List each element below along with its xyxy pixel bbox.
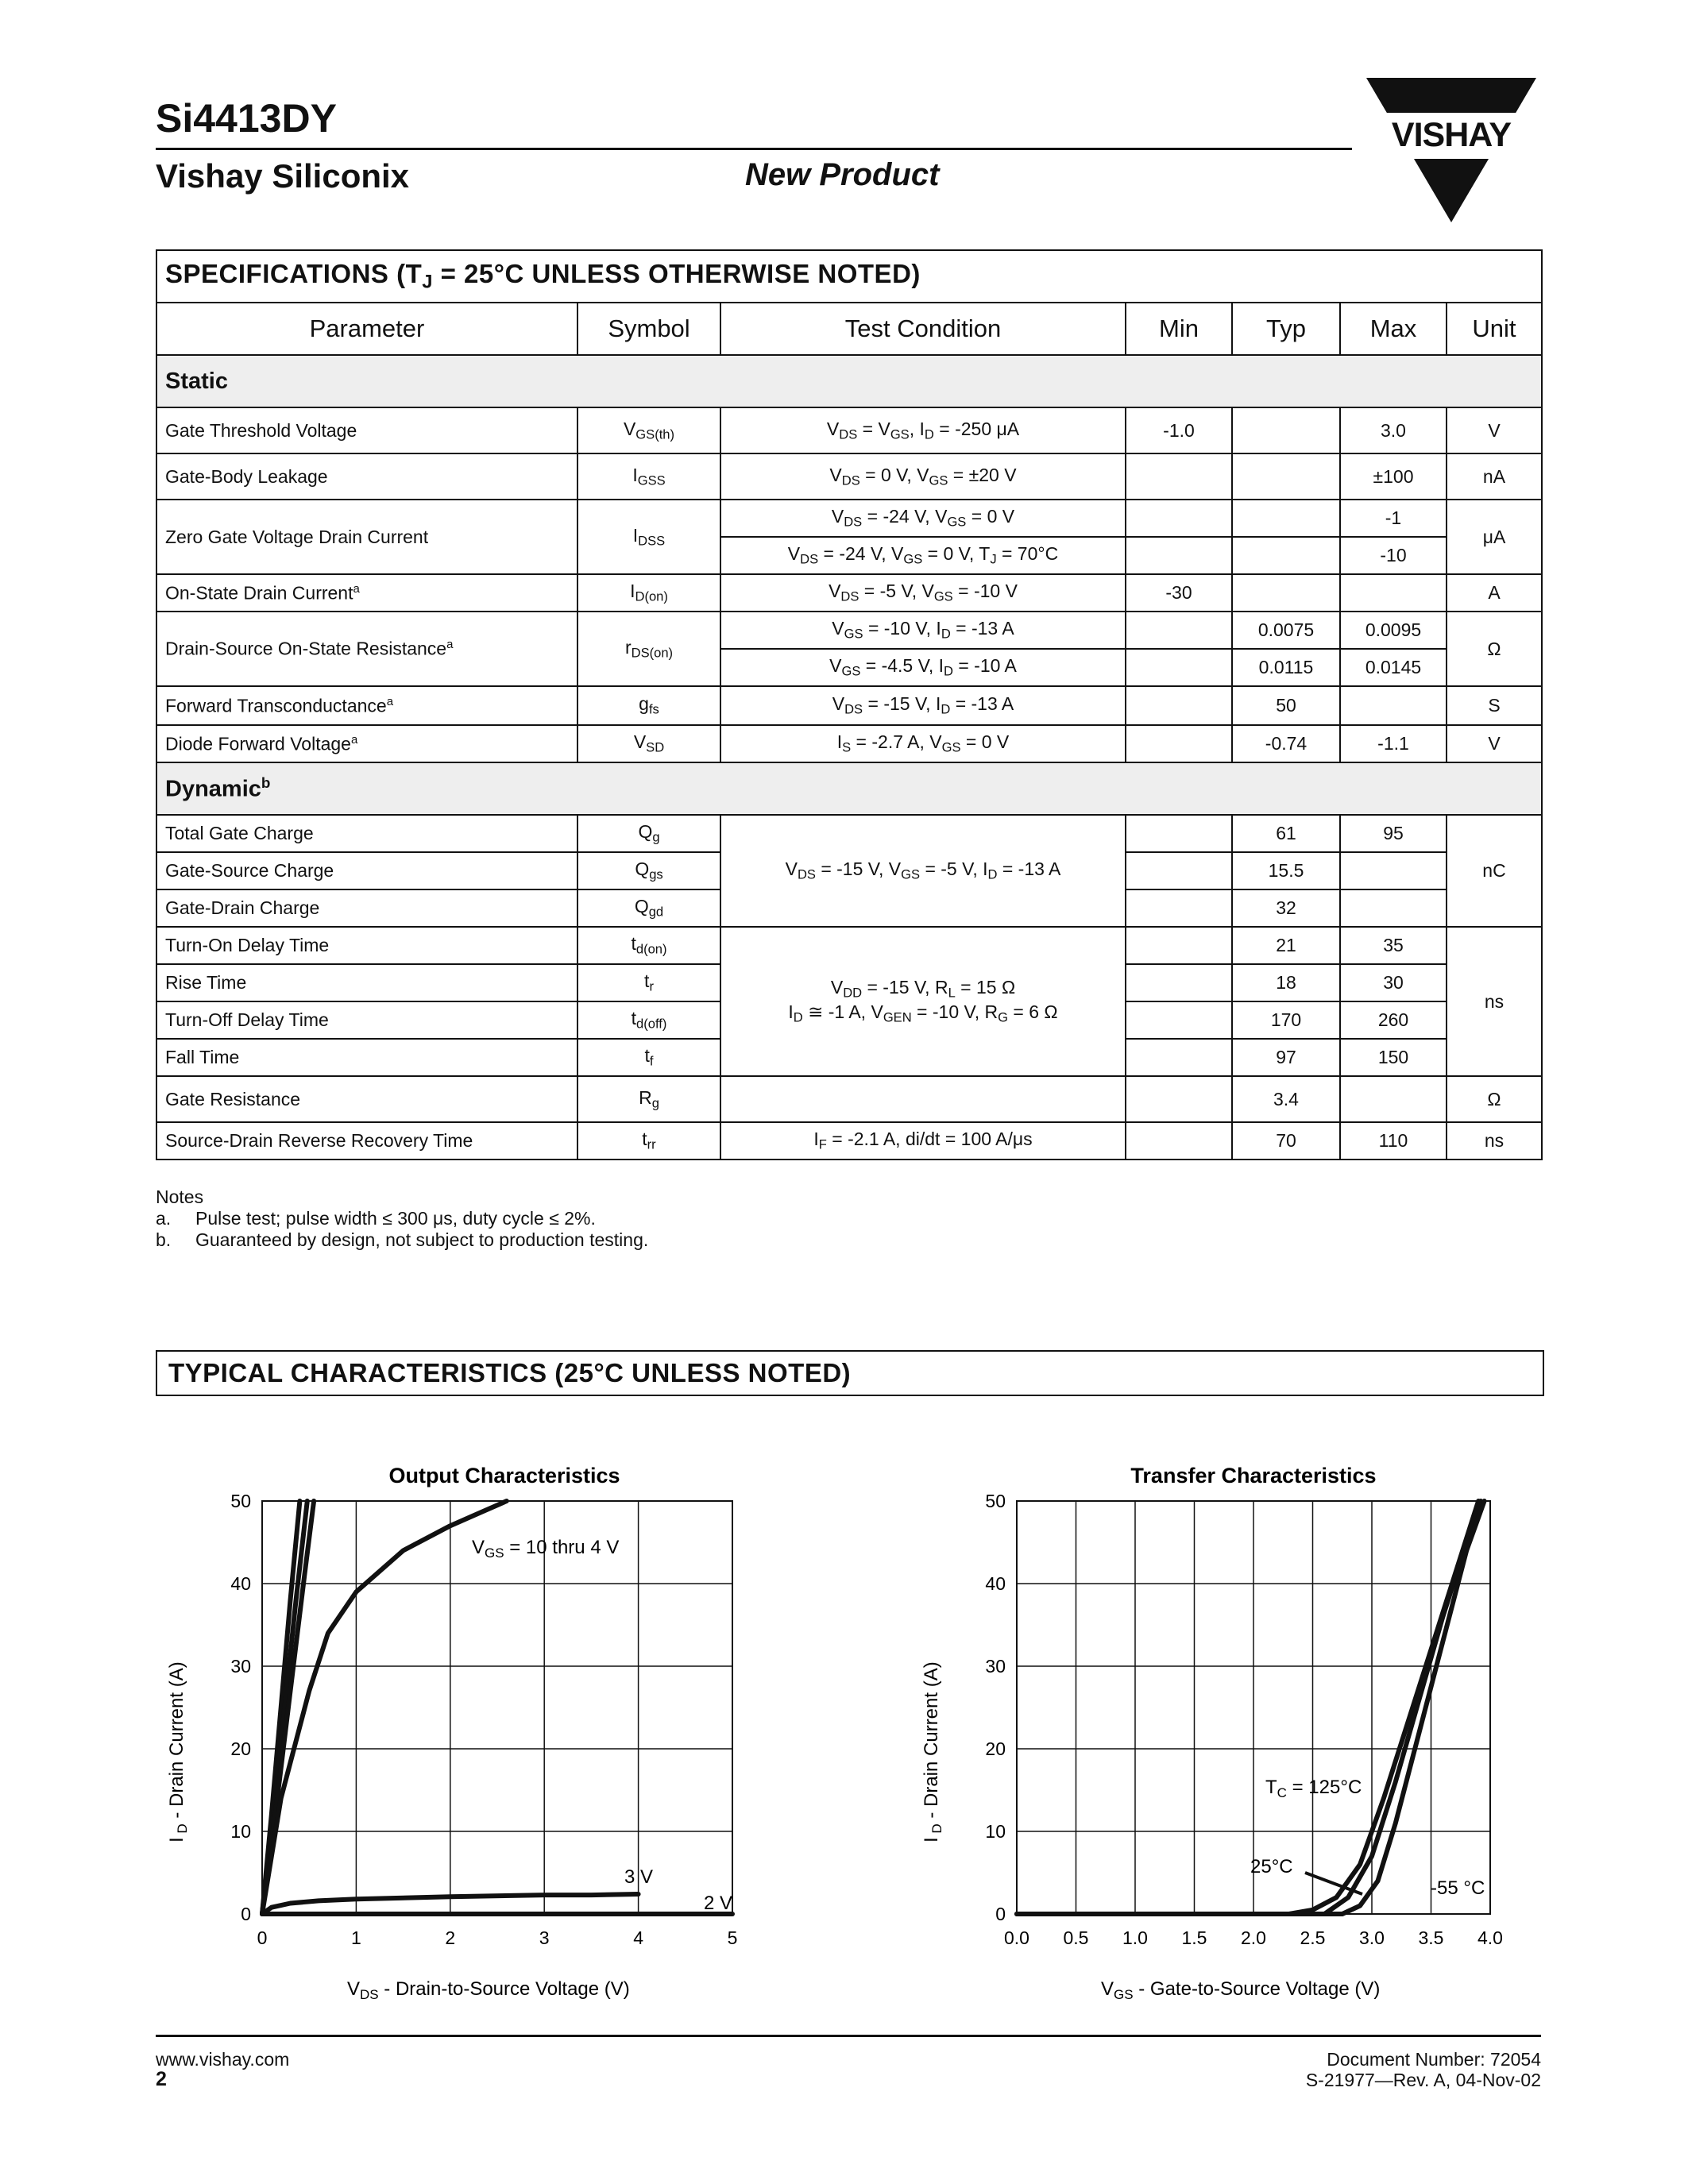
symbol: $Q_{gd}$: [577, 889, 720, 927]
x-tick-label: 3.5: [1418, 1927, 1444, 1948]
series-line: [1017, 1501, 1478, 1914]
param: Zero Gate Voltage Drain Current: [156, 500, 577, 574]
table-row: [156, 574, 1542, 612]
annotation-m55c: -55 °C: [1431, 1877, 1485, 1899]
unit: A: [1447, 574, 1542, 612]
min: [1126, 612, 1232, 649]
condition: $V_{DS} = 0$ V, $V_{GS} = \pm 20$ V: [720, 453, 1126, 500]
param: Drain-Source On-State Resistance$^a$: [156, 612, 577, 686]
condition: $V_{DS} = -5$ V, $V_{GS} = -10$ V: [720, 574, 1126, 612]
typ: [1232, 500, 1340, 537]
param: Fall Time: [156, 1039, 577, 1076]
param: Gate-Drain Charge: [156, 889, 577, 927]
param: Source-Drain Reverse Recovery Time: [156, 1122, 577, 1160]
max: 3.0: [1340, 407, 1447, 453]
symbol: $t_{d(on)}$: [577, 927, 720, 964]
unit: V: [1447, 407, 1542, 453]
table-row: [156, 612, 1542, 649]
symbol: $Q_{gs}$: [577, 852, 720, 889]
max: -10: [1340, 537, 1447, 574]
annotation-2v: 2 V: [704, 1893, 733, 1914]
plot-frame: [262, 1501, 732, 1914]
y-tick-label: 20: [230, 1738, 251, 1759]
typ: 70: [1232, 1122, 1340, 1160]
symbol: $r_{DS(on)}$: [577, 612, 720, 686]
x-tick-label: 0: [257, 1927, 268, 1948]
max: 260: [1340, 1001, 1447, 1039]
typ: 61: [1232, 815, 1340, 852]
note-b: b. Guaranteed by design, not subject to production testing.: [156, 1229, 649, 1250]
min: [1126, 815, 1232, 852]
section-static: Static: [156, 355, 1542, 407]
col-parameter: Parameter: [156, 303, 577, 355]
min: [1126, 1076, 1232, 1122]
max: -1: [1340, 500, 1447, 537]
symbol: $Q_g$: [577, 815, 720, 852]
symbol: $I_{GSS}$: [577, 453, 720, 500]
x-tick-label: 1.0: [1122, 1927, 1148, 1948]
y-tick-label: 30: [985, 1656, 1006, 1677]
typ: 15.5: [1232, 852, 1340, 889]
chart-title: Output Characteristics: [388, 1464, 620, 1488]
table-row: [156, 407, 1542, 453]
max: -1.1: [1340, 725, 1447, 762]
min: [1126, 537, 1232, 574]
typ: 170: [1232, 1001, 1340, 1039]
min: [1126, 649, 1232, 686]
x-tick-label: 2.0: [1241, 1927, 1266, 1948]
min: [1126, 686, 1232, 725]
y-tick-label: 40: [230, 1573, 251, 1594]
revision: S-21977—Rev. A, 04-Nov-02: [1305, 2070, 1541, 2090]
condition: $V_{GS} = -10$ V, $I_D = -13$ A: [720, 612, 1126, 649]
logo-text: VISHAY: [1391, 116, 1512, 154]
symbol: $t_{d(off)}$: [577, 1001, 720, 1039]
symbol: $t_r$: [577, 964, 720, 1001]
footer-url[interactable]: www.vishay.com: [156, 2049, 290, 2070]
typ: 21: [1232, 927, 1340, 964]
max: [1340, 574, 1447, 612]
symbol: $t_{rr}$: [577, 1122, 720, 1160]
symbol: $I_{DSS}$: [577, 500, 720, 574]
min: [1126, 1001, 1232, 1039]
y-tick-label: 20: [985, 1738, 1006, 1759]
table-row: [156, 1076, 1542, 1122]
typ: 3.4: [1232, 1076, 1340, 1122]
min: [1126, 500, 1232, 537]
unit: ns: [1447, 1122, 1542, 1160]
col-unit: Unit: [1447, 303, 1542, 355]
x-tick-label: 1.5: [1181, 1927, 1207, 1948]
header-rule: [156, 148, 1352, 150]
x-tick-label: 3.0: [1359, 1927, 1385, 1948]
symbol: $I_{D(on)}$: [577, 574, 720, 612]
param: Gate Threshold Voltage: [156, 407, 577, 453]
typ: -0.74: [1232, 725, 1340, 762]
max: [1340, 889, 1447, 927]
table-row: [156, 927, 1542, 964]
x-tick-label: 3: [539, 1927, 550, 1948]
unit: nC: [1447, 815, 1542, 927]
max: 110: [1340, 1122, 1447, 1160]
x-tick-label: 0.0: [1004, 1927, 1029, 1948]
min: [1126, 964, 1232, 1001]
col-min: Min: [1126, 303, 1232, 355]
max: ±100: [1340, 453, 1447, 500]
param: On-State Drain Current$^a$: [156, 574, 577, 612]
y-tick-label: 10: [985, 1821, 1006, 1842]
condition: [720, 1076, 1126, 1122]
unit: μA: [1447, 500, 1542, 574]
min: [1126, 1039, 1232, 1076]
x-tick-label: 4: [633, 1927, 643, 1948]
condition: $V_{DS} = -15$ V, $V_{GS} = -5$ V, $I_D = -13$ A: [720, 815, 1126, 927]
condition: $I_F = -2.1$ A, di/dt = 100 A/μs: [720, 1122, 1126, 1160]
max: [1340, 1076, 1447, 1122]
param: Gate-Body Leakage: [156, 453, 577, 500]
condition: $V_{DS} = V_{GS}$, $I_D = -250$ μA: [720, 407, 1126, 453]
param: Total Gate Charge: [156, 815, 577, 852]
spec-title: SPECIFICATIONS ($T_J = 25^\circ C$ UNLESS OTHERWISE NOTED): [156, 250, 1542, 303]
col-test-condition: Test Condition: [720, 303, 1126, 355]
condition: $V_{GS} = -4.5$ V, $I_D = -10$ A: [720, 649, 1126, 686]
y-tick-label: 40: [985, 1573, 1006, 1594]
min: [1126, 852, 1232, 889]
table-row: [156, 815, 1542, 852]
x-tick-label: 5: [727, 1927, 738, 1948]
y-tick-label: 0: [995, 1904, 1006, 1924]
min: [1126, 725, 1232, 762]
condition: $V_{DD} = -15$ V, $R_L = 15$ Ω $I_D$ ≅ -1 A, $V_{GEN} = -10$ V, $R_G = 6$ Ω: [720, 927, 1126, 1076]
page-number: 2: [156, 2068, 167, 2090]
max: 150: [1340, 1039, 1447, 1076]
annotation-3v: 3 V: [624, 1866, 654, 1888]
typ: 0.0075: [1232, 612, 1340, 649]
y-tick-label: 10: [230, 1821, 251, 1842]
max: 30: [1340, 964, 1447, 1001]
x-tick-label: 0.5: [1063, 1927, 1089, 1948]
unit: Ω: [1447, 612, 1542, 686]
footer-rule: [156, 2035, 1541, 2037]
typ: 50: [1232, 686, 1340, 725]
x-tick-label: 1: [351, 1927, 361, 1948]
annotation-125c: $T_C = 125^\circ C$: [1265, 1777, 1362, 1800]
annotation-vgs: $V_{GS} = 10$ thru 4 V: [472, 1537, 620, 1561]
x-tick-label: 2.5: [1300, 1927, 1326, 1948]
typ: [1232, 574, 1340, 612]
symbol: $V_{GS(th)}$: [577, 407, 720, 453]
section-dynamic: Dynamic$^b$: [156, 762, 1542, 815]
min: -1.0: [1126, 407, 1232, 453]
table-row: [156, 686, 1542, 725]
unit: nA: [1447, 453, 1542, 500]
max: 0.0145: [1340, 649, 1447, 686]
x-tick-label: 2: [445, 1927, 456, 1948]
output-characteristics-chart: [159, 1453, 794, 2017]
param: Gate Resistance: [156, 1076, 577, 1122]
specifications-table: [156, 249, 1543, 1160]
table-row: [156, 453, 1542, 500]
col-symbol: Symbol: [577, 303, 720, 355]
typ: [1232, 453, 1340, 500]
table-row: [156, 1122, 1542, 1160]
min: [1126, 453, 1232, 500]
symbol: $V_{SD}$: [577, 725, 720, 762]
typ: 18: [1232, 964, 1340, 1001]
table-row: [156, 725, 1542, 762]
unit: ns: [1447, 927, 1542, 1076]
y-axis-label: I $_D$ - Drain Current (A): [921, 1661, 944, 1843]
condition: $V_{DS} = -15$ V, $I_D = -13$ A: [720, 686, 1126, 725]
min: [1126, 927, 1232, 964]
typ: 0.0115: [1232, 649, 1340, 686]
symbol: $g_{fs}$: [577, 686, 720, 725]
param: Forward Transconductance$^a$: [156, 686, 577, 725]
symbol: $t_f$: [577, 1039, 720, 1076]
param: Turn-On Delay Time: [156, 927, 577, 964]
typ: [1232, 407, 1340, 453]
condition: $V_{DS} = -24$ V, $V_{GS} = 0$ V, $T_J = 70^\circ C$: [720, 537, 1126, 574]
max: 0.0095: [1340, 612, 1447, 649]
notes: [156, 1187, 648, 1251]
table-row: [156, 500, 1542, 537]
y-tick-label: 30: [230, 1656, 251, 1677]
note-a: a. Pulse test; pulse width ≤ 300 μs, duty cycle ≤ 2%.: [156, 1208, 596, 1229]
part-number: Si4413DY: [156, 96, 337, 141]
transfer-characteristics-chart: [914, 1453, 1565, 2017]
col-typ: Typ: [1232, 303, 1340, 355]
min: [1126, 1122, 1232, 1160]
y-tick-label: 50: [985, 1491, 1006, 1511]
x-tick-label: 4.0: [1477, 1927, 1503, 1948]
y-axis-label: I $_D$ - Drain Current (A): [166, 1661, 190, 1843]
typical-characteristics-header: [156, 1350, 1544, 1396]
param: Gate-Source Charge: [156, 852, 577, 889]
condition: $I_S = -2.7$ A, $V_{GS} = 0$ V: [720, 725, 1126, 762]
company-name: Vishay Siliconix: [156, 157, 410, 195]
y-tick-label: 0: [241, 1904, 251, 1924]
col-max: Max: [1340, 303, 1447, 355]
chart-title: Transfer Characteristics: [1130, 1464, 1377, 1488]
new-product-label: New Product: [745, 157, 940, 192]
typical-characteristics-title: TYPICAL CHARACTERISTICS (25°C UNLESS NOTED): [168, 1358, 852, 1387]
unit: S: [1447, 686, 1542, 725]
max: 35: [1340, 927, 1447, 964]
x-axis-label: $V_{DS}$ - Drain-to-Source Voltage (V): [347, 1978, 630, 2002]
min: [1126, 889, 1232, 927]
min: -30: [1126, 574, 1232, 612]
annotation-25c: 25°C: [1250, 1856, 1293, 1877]
symbol: $R_g$: [577, 1076, 720, 1122]
typ: [1232, 537, 1340, 574]
condition: $V_{DS} = -24$ V, $V_{GS} = 0$ V: [720, 500, 1126, 537]
x-axis-label: $V_{GS}$ - Gate-to-Source Voltage (V): [1101, 1978, 1381, 2002]
unit: V: [1447, 725, 1542, 762]
document-number: Document Number: 72054: [1327, 2049, 1541, 2070]
max: [1340, 686, 1447, 725]
unit: Ω: [1447, 1076, 1542, 1122]
param: Turn-Off Delay Time: [156, 1001, 577, 1039]
param: Diode Forward Voltage$^a$: [156, 725, 577, 762]
typ: 97: [1232, 1039, 1340, 1076]
y-tick-label: 50: [230, 1491, 251, 1511]
vishay-logo: [1366, 78, 1536, 222]
max: [1340, 852, 1447, 889]
notes-heading: Notes: [156, 1187, 204, 1207]
param: Rise Time: [156, 964, 577, 1001]
max: 95: [1340, 815, 1447, 852]
typ: 32: [1232, 889, 1340, 927]
